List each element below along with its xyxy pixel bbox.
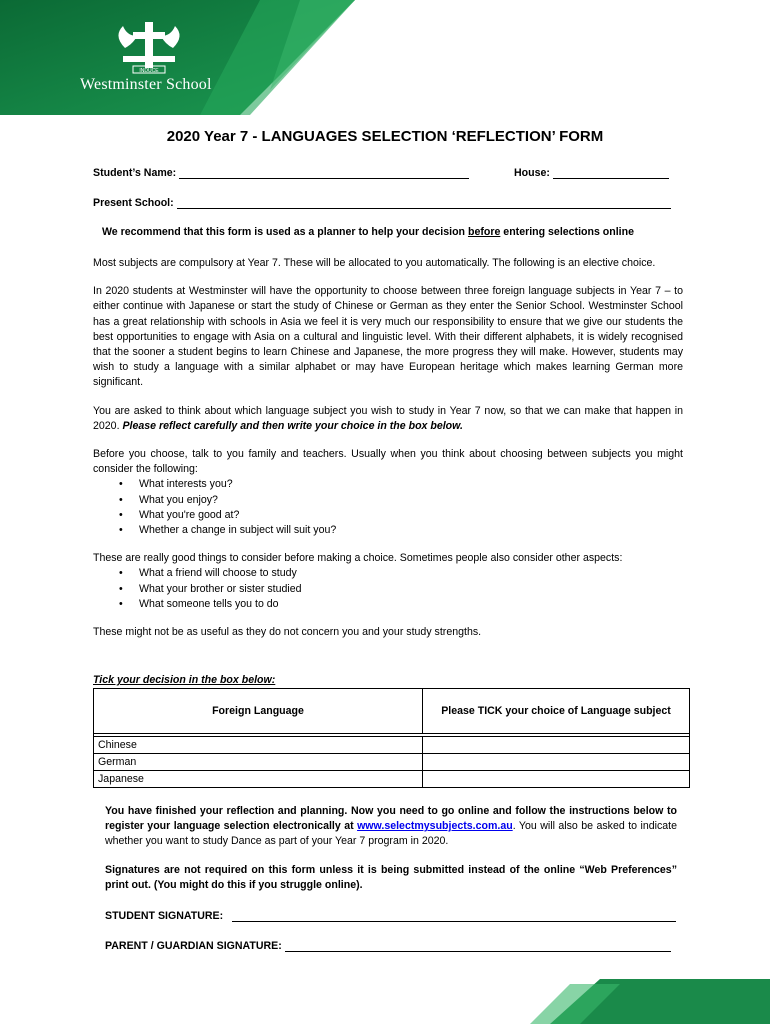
language-choice-table xyxy=(93,688,690,788)
student-signature-label: STUDENT SIGNATURE: xyxy=(105,910,224,922)
recommend-text-2: entering selections online xyxy=(500,226,634,238)
student-name-field[interactable] xyxy=(93,166,469,179)
language-japanese: Japanese xyxy=(94,771,423,788)
table-caption: Tick your decision in the box below: xyxy=(93,674,276,686)
recommend-text-1: We recommend that this form is used as a planner to help your decision xyxy=(102,226,468,238)
student-signature-field[interactable] xyxy=(105,909,676,922)
house-line[interactable] xyxy=(553,166,669,179)
paragraph-asked xyxy=(93,404,683,434)
tick-box-japanese[interactable] xyxy=(423,771,690,788)
select-my-subjects-link[interactable]: www.selectmysubjects.com.au xyxy=(357,820,513,833)
student-name-line[interactable] xyxy=(179,166,469,179)
list-item: • What your brother or sister studied xyxy=(119,582,302,595)
paragraph-not-useful: These might not be as useful as they do not concern you and your study strengths. xyxy=(93,626,482,639)
parent-signature-field[interactable] xyxy=(105,939,671,952)
asked-text: You are asked to think about which language subject you wish to study in Year 7 now, so that we can make that happen in 2020. xyxy=(93,404,683,432)
page-title: 2020 Year 7 - LANGUAGES SELECTION ‘REFLECTION’ FORM xyxy=(166,128,604,145)
paragraph-other-aspects: These are really good things to consider before making a choice. Sometimes people also consider other aspects: xyxy=(93,552,623,565)
other-aspects-list xyxy=(93,566,683,612)
list-item: • Whether a change in subject will suit you? xyxy=(119,524,337,537)
tick-box-german[interactable] xyxy=(423,754,690,771)
parent-signature-label: PARENT / GUARDIAN SIGNATURE: xyxy=(105,940,282,952)
recommendation-note xyxy=(102,226,634,238)
paragraph-intro: In 2020 students at Westminster will have the opportunity to choose between three foreign language subjects in Year 7 – to either continue with Japanese or start the study of Chinese or German as they enter the Senior School. Westminster School has a great relationship with schools in Asia we feel it is very much our responsibility to ensure that we give our students the best opportunities to engage with Asia on a cultural and linguistic level. With their different alphabets, it is widely recognised that the sooner a student begins to learn Chinese and Japanese, the more progress they will make. However, students may wish to study a language with a similar alphabet or may have European heritage which makes learning German more significant. xyxy=(93,285,683,389)
closing-section xyxy=(105,804,677,893)
table-row xyxy=(94,737,690,754)
list-item: • What interests you? xyxy=(119,478,233,491)
paragraph-compulsory: Most subjects are compulsory at Year 7. These will be allocated to you automatically. The following is an elective choice. xyxy=(93,257,656,269)
body-text xyxy=(93,256,683,640)
student-signature-line[interactable] xyxy=(232,909,676,922)
finished-text-1: You have finished your reflection and planning. Now you need to go online and follow the instructions below to register your language selection electronically at xyxy=(105,805,677,833)
col-tick-choice: Please TICK your choice of Language subject xyxy=(423,689,690,734)
school-name: Westminster School xyxy=(80,76,212,93)
list-item: • What you enjoy? xyxy=(119,493,218,506)
house-label: House: xyxy=(514,167,550,179)
recommend-underlined: before xyxy=(467,226,501,238)
footer-decoration xyxy=(510,979,770,1024)
present-school-label: Present School: xyxy=(93,197,174,209)
asked-emphasis: Please reflect carefully and then write your choice in the box below. xyxy=(122,419,463,432)
crest-motto: INDUCE xyxy=(139,68,159,74)
paragraph-finished xyxy=(105,804,677,850)
consider-list xyxy=(93,477,683,538)
table-row xyxy=(94,771,690,788)
student-name-label: Student’s Name: xyxy=(93,167,177,179)
list-item: • What someone tells you to do xyxy=(119,597,279,610)
table-row xyxy=(94,754,690,771)
paragraph-signatures-note: Signatures are not required on this form unless it is being submitted instead of the online “Web Preferences” print out. (You might do this if you struggle online). xyxy=(105,863,677,891)
language-german: German xyxy=(94,754,423,771)
list-item: • What a friend will choose to study xyxy=(119,567,297,580)
finished-text-2: . You will also be asked to indicate whether you want to study Dance as part of your Year 7 program in 2020. xyxy=(105,820,677,848)
paragraph-before-choose: Before you choose, talk to you family and teachers. Usually when you think about choosing between subjects you might consider the following: xyxy=(93,448,683,476)
col-foreign-language: Foreign Language xyxy=(94,689,423,734)
tick-box-chinese[interactable] xyxy=(423,737,690,754)
house-field[interactable] xyxy=(514,166,669,179)
present-school-field[interactable] xyxy=(93,196,671,209)
table-header-row xyxy=(94,689,690,734)
language-chinese: Chinese xyxy=(94,737,423,754)
list-item: • What you're good at? xyxy=(119,508,240,521)
parent-signature-line[interactable] xyxy=(285,939,671,952)
present-school-line[interactable] xyxy=(177,196,671,209)
